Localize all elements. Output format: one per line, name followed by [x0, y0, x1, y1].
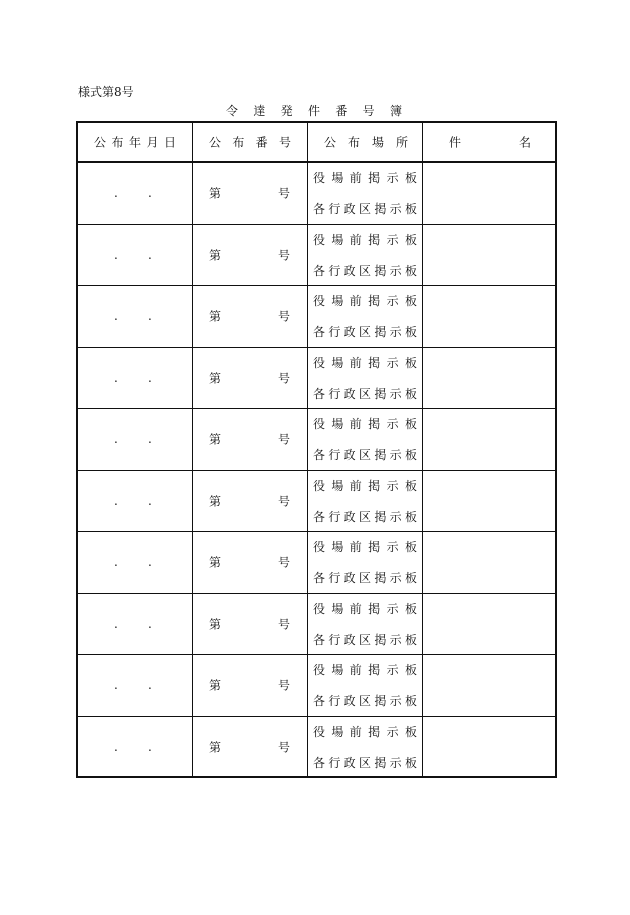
number-suffix: 号 — [277, 432, 290, 447]
table-row — [78, 286, 555, 348]
subject-cell[interactable] — [423, 594, 555, 655]
place-cell — [308, 655, 423, 716]
date-separator: . — [114, 370, 118, 385]
title-char: 号 — [362, 103, 375, 118]
title-char: 番 — [335, 103, 348, 118]
place-option-town-hall: 役 場 前 掲 示 板 — [313, 355, 417, 370]
date-separator: . — [114, 247, 118, 262]
number-suffix: 号 — [277, 740, 290, 755]
number-prefix: 第 — [209, 186, 222, 201]
header-subject-cell — [423, 123, 555, 161]
number-prefix: 第 — [209, 371, 222, 386]
number-prefix: 第 — [209, 248, 222, 263]
number-suffix: 号 — [277, 309, 290, 324]
table-row — [78, 717, 555, 779]
place-option-town-hall: 役 場 前 掲 示 板 — [313, 478, 417, 493]
title-char: 件 — [307, 103, 320, 118]
place-cell — [308, 225, 423, 286]
place-option-town-hall: 役 場 前 掲 示 板 — [313, 663, 417, 677]
number-prefix: 第 — [209, 617, 222, 632]
number-cell[interactable] — [193, 471, 308, 532]
date-separator: . — [148, 740, 152, 755]
place-option-town-hall: 役 場 前 掲 示 板 — [313, 232, 417, 247]
date-cell[interactable] — [78, 225, 193, 286]
place-cell — [308, 348, 423, 409]
table-row — [78, 348, 555, 410]
header-subject-char: 件 — [449, 135, 462, 150]
subject-cell[interactable] — [423, 717, 555, 779]
number-prefix: 第 — [209, 432, 222, 447]
place-cell — [308, 594, 423, 655]
date-separator: . — [148, 555, 152, 570]
subject-cell[interactable] — [423, 286, 555, 347]
subject-cell[interactable] — [423, 532, 555, 593]
date-separator: . — [148, 309, 152, 324]
title-char: 簿 — [389, 103, 402, 118]
date-cell[interactable] — [78, 594, 193, 655]
number-suffix: 号 — [277, 494, 290, 509]
number-cell[interactable] — [193, 286, 308, 347]
date-cell[interactable] — [78, 532, 193, 593]
date-separator: . — [114, 616, 118, 631]
form-number-label: 様式第8号 — [78, 85, 134, 99]
place-option-district-boards: 各 行 政 区 掲 示 板 — [313, 509, 417, 524]
number-prefix: 第 — [209, 494, 222, 509]
number-prefix: 第 — [209, 678, 222, 693]
number-cell[interactable] — [193, 532, 308, 593]
header-place-cell — [308, 123, 423, 161]
number-suffix: 号 — [277, 555, 290, 570]
document-title — [226, 102, 402, 118]
title-char: 発 — [280, 103, 293, 118]
date-cell[interactable] — [78, 471, 193, 532]
table-row — [78, 471, 555, 533]
header-number-label: 公 布 番 号 — [209, 135, 291, 150]
date-cell[interactable] — [78, 163, 193, 224]
table-header-row — [78, 123, 555, 163]
date-cell[interactable] — [78, 409, 193, 470]
date-cell[interactable] — [78, 348, 193, 409]
place-option-district-boards: 各 行 政 区 掲 示 板 — [313, 448, 417, 462]
place-option-town-hall: 役 場 前 掲 示 板 — [313, 601, 417, 616]
date-cell[interactable] — [78, 286, 193, 347]
place-option-district-boards: 各 行 政 区 掲 示 板 — [313, 694, 417, 708]
date-separator: . — [148, 432, 152, 447]
place-option-district-boards: 各 行 政 区 掲 示 板 — [313, 571, 417, 585]
date-separator: . — [148, 678, 152, 693]
place-cell — [308, 409, 423, 470]
place-option-town-hall: 役 場 前 掲 示 板 — [313, 540, 417, 554]
number-suffix: 号 — [277, 617, 290, 632]
subject-cell[interactable] — [423, 471, 555, 532]
date-separator: . — [148, 247, 152, 262]
number-cell[interactable] — [193, 348, 308, 409]
date-separator: . — [148, 186, 152, 201]
number-prefix: 第 — [209, 555, 222, 570]
number-cell[interactable] — [193, 655, 308, 716]
table-row — [78, 409, 555, 471]
date-separator: . — [114, 186, 118, 201]
place-cell — [308, 286, 423, 347]
date-separator: . — [114, 678, 118, 693]
place-option-district-boards: 各 行 政 区 掲 示 板 — [313, 263, 417, 278]
place-option-town-hall: 役 場 前 掲 示 板 — [313, 171, 417, 185]
header-date-cell — [78, 123, 193, 161]
number-suffix: 号 — [277, 186, 290, 201]
place-cell — [308, 163, 423, 224]
place-option-district-boards: 各 行 政 区 掲 示 板 — [313, 386, 417, 401]
table-row — [78, 532, 555, 594]
number-cell[interactable] — [193, 225, 308, 286]
place-option-town-hall: 役 場 前 掲 示 板 — [313, 417, 417, 431]
number-suffix: 号 — [277, 678, 290, 693]
number-suffix: 号 — [277, 371, 290, 386]
number-cell[interactable] — [193, 163, 308, 224]
number-prefix: 第 — [209, 740, 222, 755]
title-char: 令 — [226, 103, 239, 118]
date-separator: . — [114, 432, 118, 447]
date-separator: . — [114, 493, 118, 508]
place-option-district-boards: 各 行 政 区 掲 示 板 — [313, 325, 417, 339]
place-option-town-hall: 役 場 前 掲 示 板 — [313, 294, 417, 308]
place-option-district-boards: 各 行 政 区 掲 示 板 — [313, 755, 417, 770]
header-subject-char: 名 — [518, 135, 531, 150]
place-cell — [308, 717, 423, 779]
date-separator: . — [114, 555, 118, 570]
date-separator: . — [148, 493, 152, 508]
date-cell[interactable] — [78, 717, 193, 779]
table-row — [78, 225, 555, 287]
number-suffix: 号 — [277, 248, 290, 263]
place-option-town-hall: 役 場 前 掲 示 板 — [313, 724, 417, 739]
date-separator: . — [114, 309, 118, 324]
place-option-district-boards: 各 行 政 区 掲 示 板 — [313, 632, 417, 647]
number-cell[interactable] — [193, 717, 308, 779]
header-place-label: 公 布 場 所 — [324, 135, 408, 150]
register-table — [76, 121, 557, 778]
header-number-cell — [193, 123, 308, 161]
date-separator: . — [114, 740, 118, 755]
place-option-district-boards: 各 行 政 区 掲 示 板 — [313, 202, 417, 216]
number-prefix: 第 — [209, 309, 222, 324]
title-char: 達 — [253, 103, 266, 118]
subject-cell[interactable] — [423, 409, 555, 470]
date-separator: . — [148, 370, 152, 385]
header-date-label: 公 布 年 月 日 — [94, 135, 176, 150]
table-row — [78, 594, 555, 656]
subject-cell[interactable] — [423, 348, 555, 409]
place-cell — [308, 532, 423, 593]
place-cell — [308, 471, 423, 532]
table-body — [78, 163, 555, 778]
date-cell[interactable] — [78, 655, 193, 716]
table-row — [78, 163, 555, 225]
date-separator: . — [148, 616, 152, 631]
subject-cell[interactable] — [423, 655, 555, 716]
table-row — [78, 655, 555, 717]
number-cell[interactable] — [193, 594, 308, 655]
number-cell[interactable] — [193, 409, 308, 470]
subject-cell[interactable] — [423, 225, 555, 286]
subject-cell[interactable] — [423, 163, 555, 224]
